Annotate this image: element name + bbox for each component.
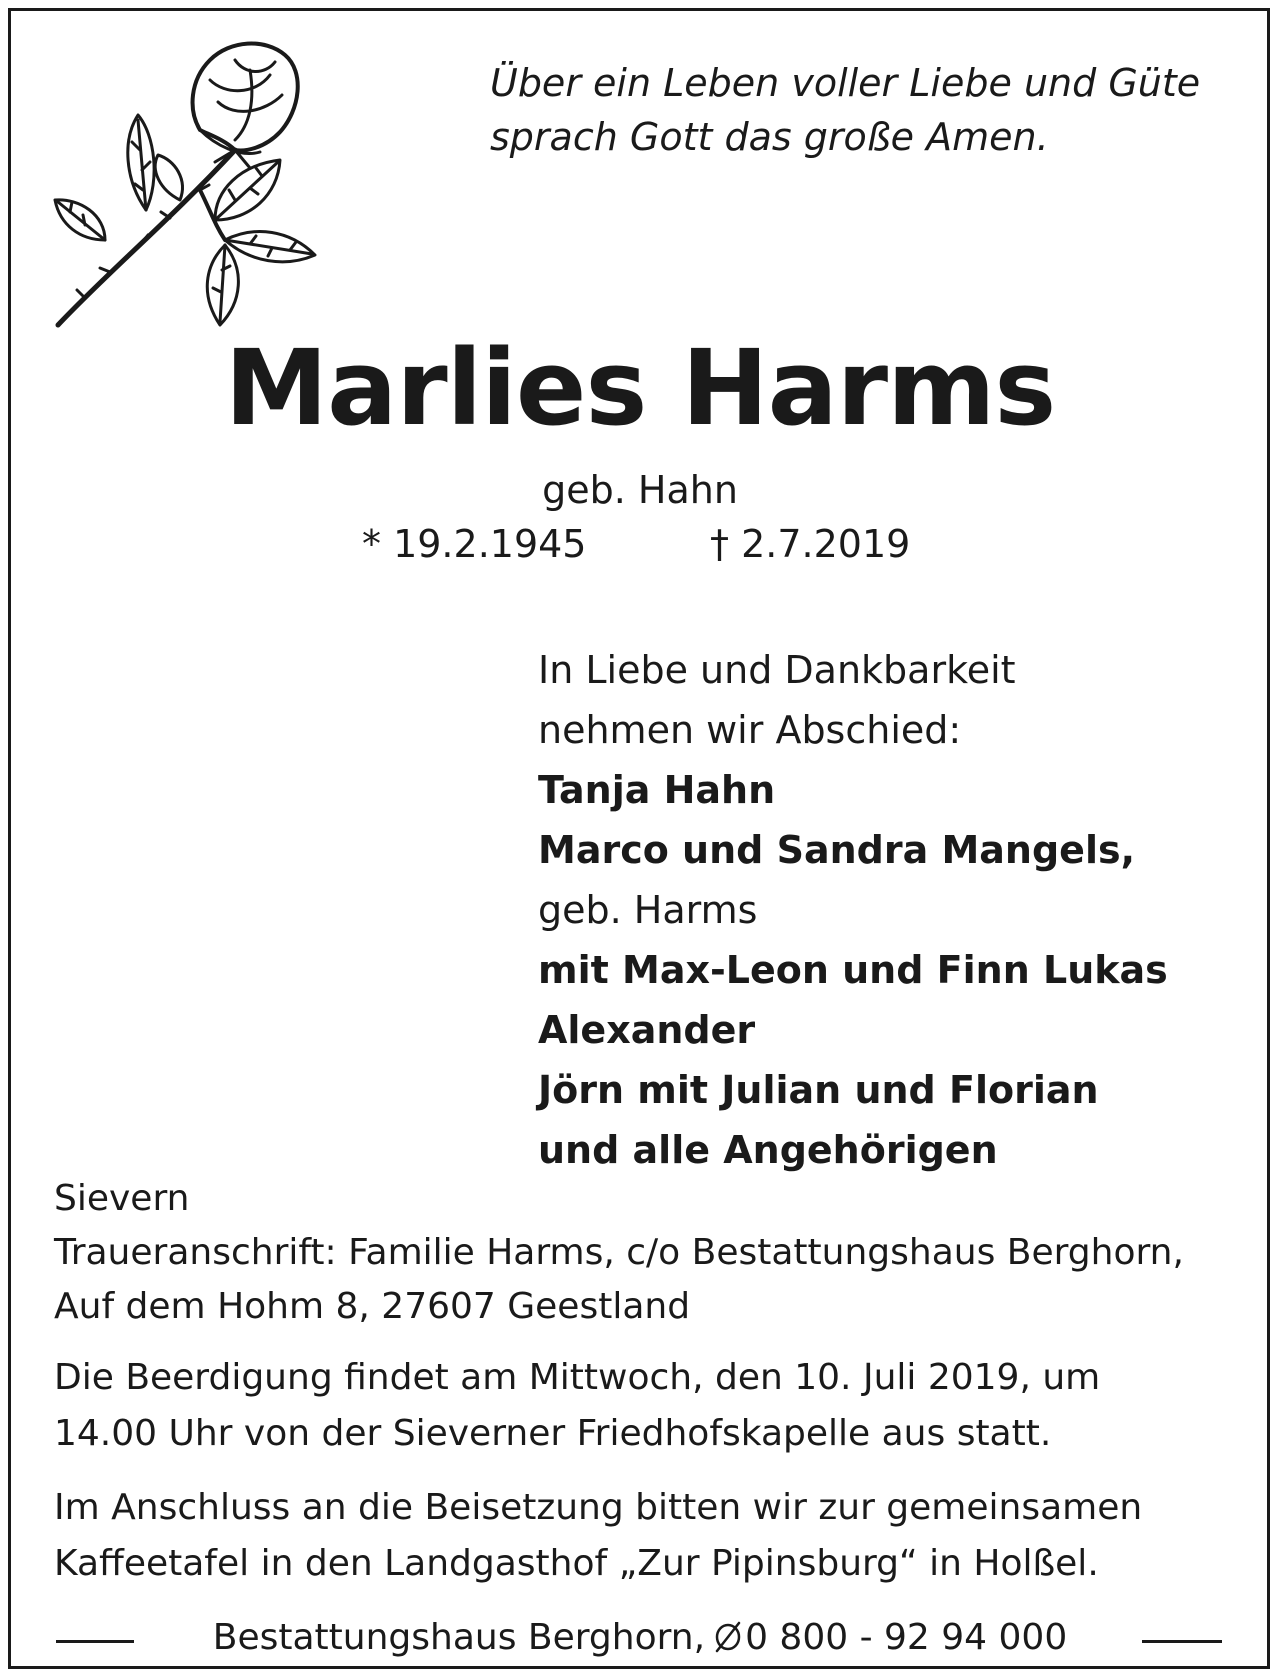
place-name: Sievern xyxy=(54,1178,190,1219)
funeral-info-line-1: Die Beerdigung findet am Mittwoch, den 10. Juli 2019, um xyxy=(54,1357,1101,1398)
mourners-intro-1: In Liebe und Dankbarkeit xyxy=(538,648,1016,692)
undertaker-phone[interactable]: 0 800 - 92 94 000 xyxy=(745,1617,1068,1658)
mourner-line: geb. Harms xyxy=(538,888,758,932)
address-block xyxy=(54,1172,1184,1334)
quote-line-1: Über ein Leben voller Liebe und Güte xyxy=(490,61,1201,105)
mourner-line: Alexander xyxy=(538,1008,756,1052)
reception-info-line-2: Kaffeetafel in den Landgasthof „Zur Pipinsburg“ in Holßel. xyxy=(54,1543,1099,1584)
reception-info xyxy=(54,1480,1142,1592)
birth-date: * 19.2.1945 xyxy=(362,522,587,566)
bible-quote xyxy=(490,56,1200,164)
reception-info-line-1: Im Anschluss an die Beisetzung bitten wir zur gemeinsamen xyxy=(54,1487,1143,1528)
mourner-line: Tanja Hahn xyxy=(538,768,776,812)
mourners-intro-2: nehmen wir Abschied: xyxy=(538,708,962,752)
death-date: † 2.7.2019 xyxy=(710,522,911,566)
mourner-line: Jörn mit Julian und Florian xyxy=(538,1068,1099,1112)
mourning-address-line-2: Auf dem Hohm 8, 27607 Geestland xyxy=(54,1286,691,1327)
deceased-name: Marlies Harms xyxy=(224,327,1056,449)
mourning-address-line-1: Traueranschrift: Familie Harms, c/o Bestattungshaus Berghorn, xyxy=(54,1232,1184,1273)
mourners-block xyxy=(538,640,1168,1180)
funeral-info xyxy=(54,1350,1100,1462)
mourner-line: mit Max-Leon und Finn Lukas xyxy=(538,948,1168,992)
mourner-line: und alle Angehörigen xyxy=(538,1128,998,1172)
funeral-info-line-2: 14.00 Uhr von der Sieverner Friedhofskapelle aus statt. xyxy=(54,1413,1052,1454)
mourner-line: Marco und Sandra Mangels, xyxy=(538,828,1136,872)
undertaker-name: Bestattungshaus Berghorn, xyxy=(212,1617,706,1658)
maiden-name: geb. Hahn xyxy=(542,468,738,512)
phone-icon xyxy=(713,1619,743,1653)
rose-icon xyxy=(50,40,325,335)
quote-line-2: sprach Gott das große Amen. xyxy=(490,115,1049,159)
undertaker-footer xyxy=(0,1614,1280,1662)
